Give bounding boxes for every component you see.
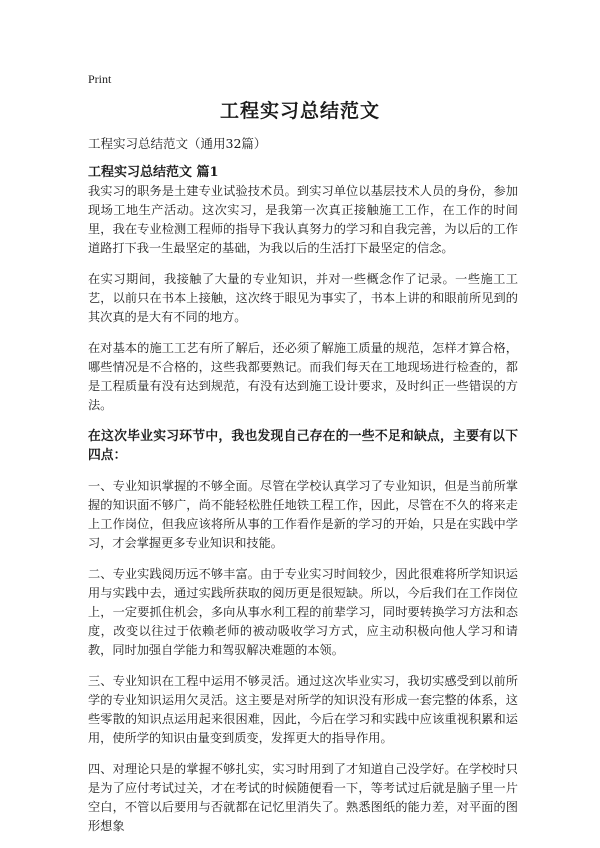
paragraph: 我实习的职务是土建专业试验技术员。到实习单位以基层技术人员的身份，参加现场工地生产活动。这次实习，是我第一次真正接触施工工作，在工作的时间里，我在专业检测工程师的指导下我认真努力的学习和自我完善，为以后的工作道路打下我一生最坚定的基础，为我以后的生活打下最坚定的信念。 bbox=[88, 184, 518, 255]
paragraph: 在对基本的施工工艺有所了解后，还必须了解施工质量的规范，怎样才算合格，哪些情况是不合格的，这些我都要熟记。而我们每天在工地现场进行检查的，都是工程质量有没有达到规范，有没有达到施工设计要求，及时纠正一些错误的方法。 bbox=[88, 341, 518, 412]
paragraph: 一、专业知识掌握的不够全面。尽管在学校认真学习了专业知识，但是当前所掌握的知识面不够广，尚不能轻松胜任地铁工程工作，因此，尽管在不久的将来走上工作岗位，但我应该将所从事的工作看作是新的学习的开始，只是在实践中学习，才会掌握更多专业知识和技能。 bbox=[88, 479, 518, 550]
page-title: 工程实习总结范文 bbox=[219, 100, 380, 122]
paragraph: 四、对理论只是的掌握不够扎实，实习时用到了才知道自己没学好。在学校时只是为了应付考试过关，才在考试的时候随便看一下，等考试过后就是脑子里一片空白，不管以后要用与否就都在记忆里消失了。熟悉图纸的能力差，对平面的图形想象 bbox=[88, 762, 518, 833]
document-body bbox=[88, 182, 518, 848]
section-heading: 工程实习总结范文 篇1 bbox=[88, 165, 219, 180]
paragraph: 二、专业实践阅历远不够丰富。由于专业实习时间较少，因此很难将所学知识运用与实践中去，通过实践所获取的阅历更是很短缺。所以，今后我们在工作岗位上，一定要抓住机会，多向从事水利工程的前辈学习，同时要转换学习方法和态度，改变以往过于依赖老师的被动吸收学习方式，应主动积极向他人学习和请教，同时加强自学能力和驾驭解决难题的本领。 bbox=[88, 567, 518, 657]
document-subtitle: 工程实习总结范文（通用32篇） bbox=[88, 136, 267, 151]
summary-heading: 在这次毕业实习环节中，我也发现自己存在的一些不足和缺点，主要有以下四点： bbox=[88, 429, 518, 463]
paragraph: 三、专业知识在工程中运用不够灵活。通过这次毕业实习，我切实感受到以前所学的专业知识运用欠灵活。这主要是对所学的知识没有形成一套完整的体系，这些零散的知识点运用起来很困难，因此，今后在学习和实践中应该重视积累和运用，使所学的知识由量变到质变，发挥更大的指导作用。 bbox=[88, 674, 518, 745]
paragraph: 在实习期间，我接触了大量的专业知识，并对一些概念作了记录。一些施工工艺，以前只在书本上接触，这次终于眼见为事实了，书本上讲的和眼前所见到的其次真的是大有不同的地方。 bbox=[88, 272, 518, 324]
print-label[interactable]: Print bbox=[88, 72, 112, 86]
